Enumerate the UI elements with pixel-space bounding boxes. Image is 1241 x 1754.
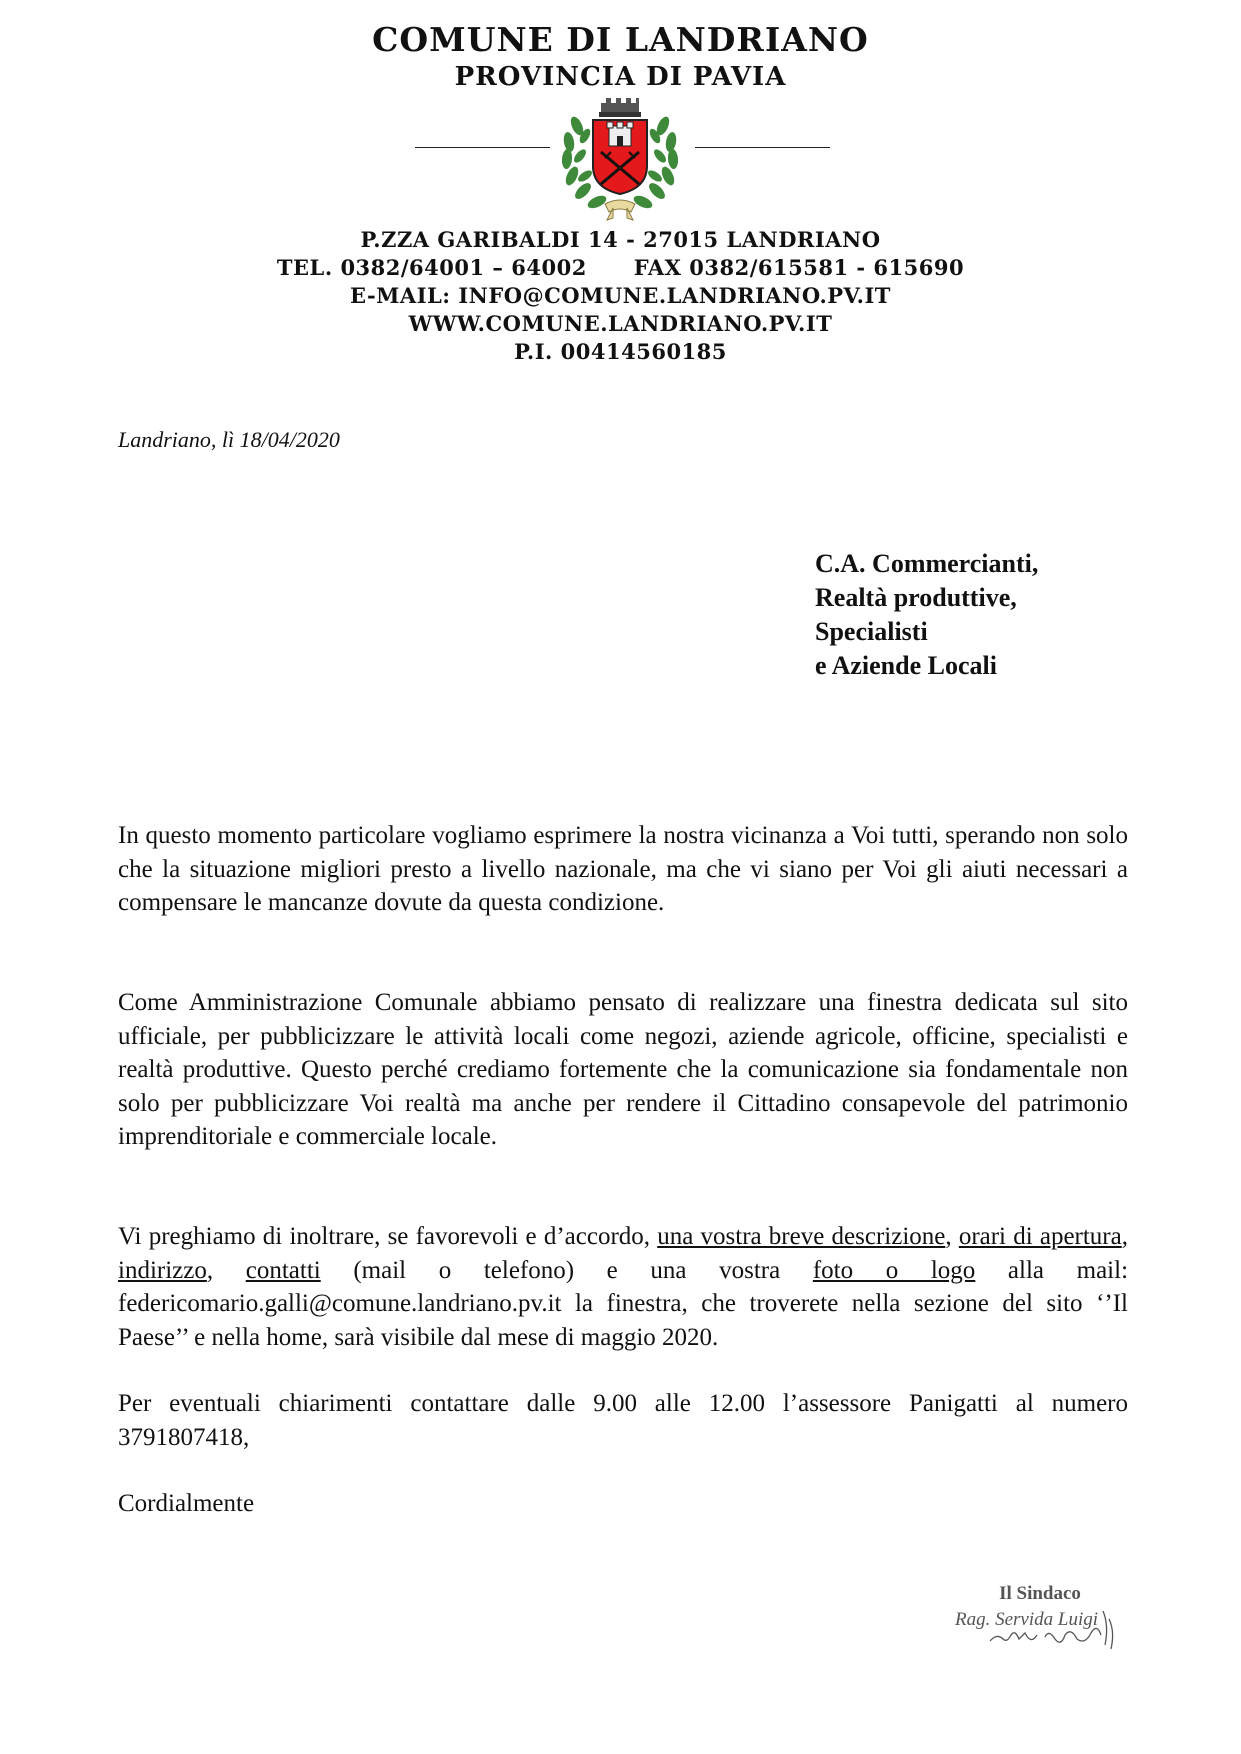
paragraph-text: Come Amministrazione Comunale abbiamo pensato di realizzare una finestra dedicata sul sito ufficiale, per pubblicizzare le attività locali come negozi, aziende agricole, officine, specialisti e realtà produttive. Questo perché crediamo fortemente che la comunicazione sia fondamentale non solo per pubblicizzare Voi realtà ma anche per rendere il Cittadino consapevole del patrimonio imprenditoriale e commerciale locale. [118, 989, 1128, 1150]
header-rule-left [415, 147, 550, 148]
paragraph-4 [118, 1387, 1128, 1454]
paragraph-3 [118, 1220, 1128, 1354]
paragraph-2 [118, 986, 1128, 1154]
recipient-block [815, 547, 1038, 683]
shield-icon [593, 120, 647, 194]
paragraph-text: In questo momento particolare vogliamo esprimere la nostra vicinanza a Voi tutti, sperando non solo che la situazione migliori presto a livello nazionale, ma che vi siano per Voi gli aiuti necessari a compensare le mancanze dovute da questa condizione. [118, 822, 1128, 916]
underlined-photo-logo: foto o logo [812, 1256, 976, 1284]
closing-text: Cordialmente [118, 1490, 255, 1517]
recipient-line: C.A. Commercianti, [815, 549, 1039, 578]
fax: FAX 0382/615581 - 615690 [633, 255, 965, 280]
address-line: P.ZZA GARIBALDI 14 - 27015 LANDRIANO [360, 227, 881, 252]
municipal-coat-of-arms-icon [555, 96, 685, 222]
municipality-title: COMUNE DI LANDRIANO [372, 20, 869, 59]
underlined-description: una vostra breve descrizione [657, 1223, 946, 1250]
closing [118, 1487, 1128, 1521]
province-title: PROVINCIA DI PAVIA [454, 62, 787, 92]
ribbon-icon [605, 200, 635, 220]
text-span: , [1121, 1223, 1128, 1250]
recipient-line: Specialisti [815, 617, 928, 646]
website-line[interactable]: WWW.COMUNE.LANDRIANO.PV.IT [408, 311, 833, 336]
text-span: Vi preghiamo di inoltrare, se favorevoli e d’accordo, [118, 1223, 658, 1250]
paragraph-text [118, 1220, 1128, 1354]
text-span: alla mail: federicomario.galli@comune.landriano.pv.it la finestra, che troverete nella sezione del sito ‘’Il Paese’’ e nella home, sarà visibile dal mese di maggio 2020. [118, 1256, 1129, 1351]
signature-name: Rag. Servida Luigi [955, 1609, 1099, 1630]
text-span: , [206, 1256, 246, 1284]
recipient-line: e Aziende Locali [815, 651, 997, 680]
underlined-contacts: contatti [245, 1256, 321, 1284]
paragraph-text: Per eventuali chiarimenti contattare dalle 9.00 alle 12.00 l’assessore Panigatti al numero 3791807418, [118, 1390, 1128, 1451]
header-rule-right [695, 147, 830, 148]
recipient-line: Realtà produttive, [815, 583, 1017, 612]
letter-date: Landriano, lì 18/04/2020 [118, 427, 340, 452]
signature-block [955, 1583, 1125, 1631]
underlined-opening-hours: orari di apertura [958, 1223, 1122, 1250]
text-span: , [945, 1223, 959, 1250]
telephone: TEL. 0382/64001 – 64002 [276, 255, 587, 280]
handwritten-signature-icon [985, 1605, 1125, 1653]
vat-number: P.I. 00414560185 [514, 339, 727, 364]
address-block [0, 226, 1241, 366]
underlined-address: indirizzo [118, 1256, 207, 1284]
text-span: (mail o telefono) e una vostra [320, 1256, 813, 1284]
crown-icon [599, 98, 641, 117]
phone-fax-line [0, 254, 1241, 282]
paragraph-1 [118, 819, 1128, 920]
email-line[interactable]: E-MAIL: INFO@COMUNE.LANDRIANO.PV.IT [350, 283, 891, 308]
signature-role: Il Sindaco [999, 1583, 1081, 1604]
